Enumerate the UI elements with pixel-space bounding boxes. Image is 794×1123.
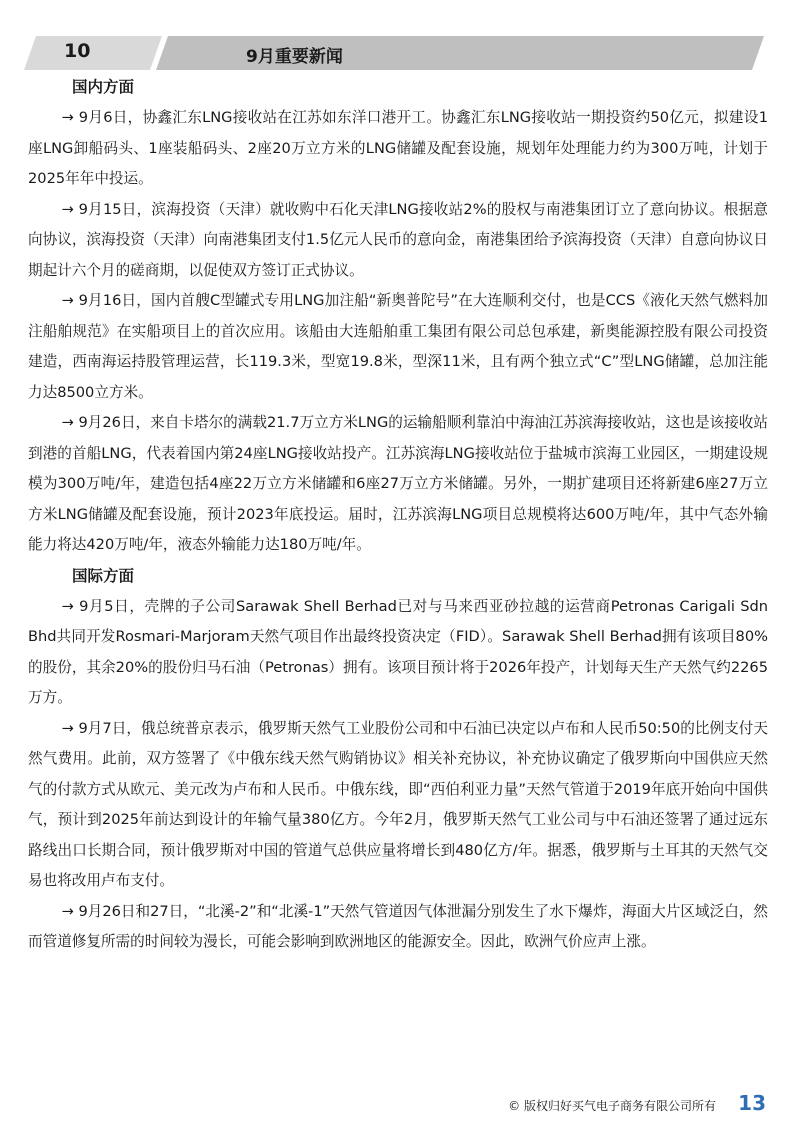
domestic-section-title: 国内方面 (72, 78, 135, 96)
page-footer (0, 1091, 794, 1119)
international-section-title: 国际方面 (72, 566, 135, 585)
international-paragraph-3: → 9月26日和27日，“北溪-2”和“北溪-1”天然气管道因气体泄漏分别发生了水下爆炸，海面大片区域泛白，然而管道修复所需的时间较为漫长，可能会影响到欧洲地区的能源安全。因此，欧洲气价应声上涨。 (28, 902, 768, 950)
page-header (24, 36, 764, 70)
header-number-tab (24, 36, 162, 70)
copyright-text: © 版权归好买气电子商务有限公司所有 (508, 1099, 716, 1113)
domestic-paragraph-4: → 9月26日，来自卡塔尔的满载21.7万立方米LNG的运输船顺利靠泊中海油江苏滨海接收站，这也是该接收站到港的首船LNG，代表着国内第24座LNG接收站投产。江苏滨海LNG接收站位于盐城市滨海工业园区，一期建设规模为300万吨/年，建造包括4座22万立方米储罐和6座27万立方米储罐。另外，一期扩建项目还将新建6座27万立方米LNG储罐及配套设施，预计2023年底投运。届时，江苏滨海LNG项目总规模将达600万吨/年，其中气态外输能力将达420万吨/年，液态外输能力达180万吨/年。 (28, 414, 768, 553)
header-title: 9月重要新闻 (246, 47, 343, 67)
domestic-paragraph-3: → 9月16日，国内首艘C型罐式专用LNG加注船“新奥普陀号”在大连顺利交付，也是CCS《液化天然气燃料加注船舶规范》在实船项目上的首次应用。该船由大连船舶重工集团有限公司总包承建，新奥能源控股有限公司投资建造，西南海运持股管理运营，长119.3米，型宽19.8米，型深11米，且有两个独立式“C”型LNG储罐，总加注能力达8500立方米。 (28, 292, 768, 401)
domestic-paragraph-2: → 9月15日，滨海投资（天津）就收购中石化天津LNG接收站2%的股权与南港集团订立了意向协议。根据意向协议，滨海投资（天津）向南港集团支付1.5亿元人民币的意向金，南港集团给予滨海投资（天津）自意向协议日期起计六个月的磋商期，以促使双方签订正式协议。 (28, 200, 768, 279)
international-paragraph-1: → 9月5日，壳牌的子公司Sarawak Shell Berhad已对与马来西亚砂拉越的运营商Petronas Carigali Sdn Bhd共同开发Rosmari-Marjoram天然气项目作出最终投资决定（FID）。Sarawak Shell Berhad拥有该项目80%的股份，其余20%的股份归马石油（Petronas）拥有。该项目预计将于2026年投产，计划每天生产天然气约2265万方。 (28, 597, 768, 706)
domestic-paragraph-1: → 9月6日，协鑫汇东LNG接收站在江苏如东洋口港开工。协鑫汇东LNG接收站一期投资约50亿元，拟建设1座LNG卸船码头、1座装船码头、2座20万立方米的LNG储罐及配套设施，规划年处理能力约为300万吨，计划于2025年年中投运。 (28, 109, 768, 187)
international-paragraph-2: → 9月7日，俄总统普京表示，俄罗斯天然气工业股份公司和中石油已决定以卢布和人民币50:50的比例支付天然气费用。此前，双方签署了《中俄东线天然气购销协议》相关补充协议，补充协议确定了俄罗斯向中国供应天然气的付款方式从欧元、美元改为卢布和人民币。中俄东线，即“西伯利亚力量”天然气管道于2019年底开始向中国供气，预计到2025年前达到设计的年输气量380亿方。今年2月，俄罗斯天然气工业公司与中石油还签署了通过远东路线出口长期合同，预计俄罗斯对中国的管道气总供应量将增长到480亿方/年。据悉，俄罗斯与土耳其的天然气交易也将改用卢布支付。 (28, 719, 768, 889)
article-content (28, 72, 768, 958)
section-number: 10 (64, 40, 91, 62)
page-number: 13 (738, 1091, 766, 1115)
